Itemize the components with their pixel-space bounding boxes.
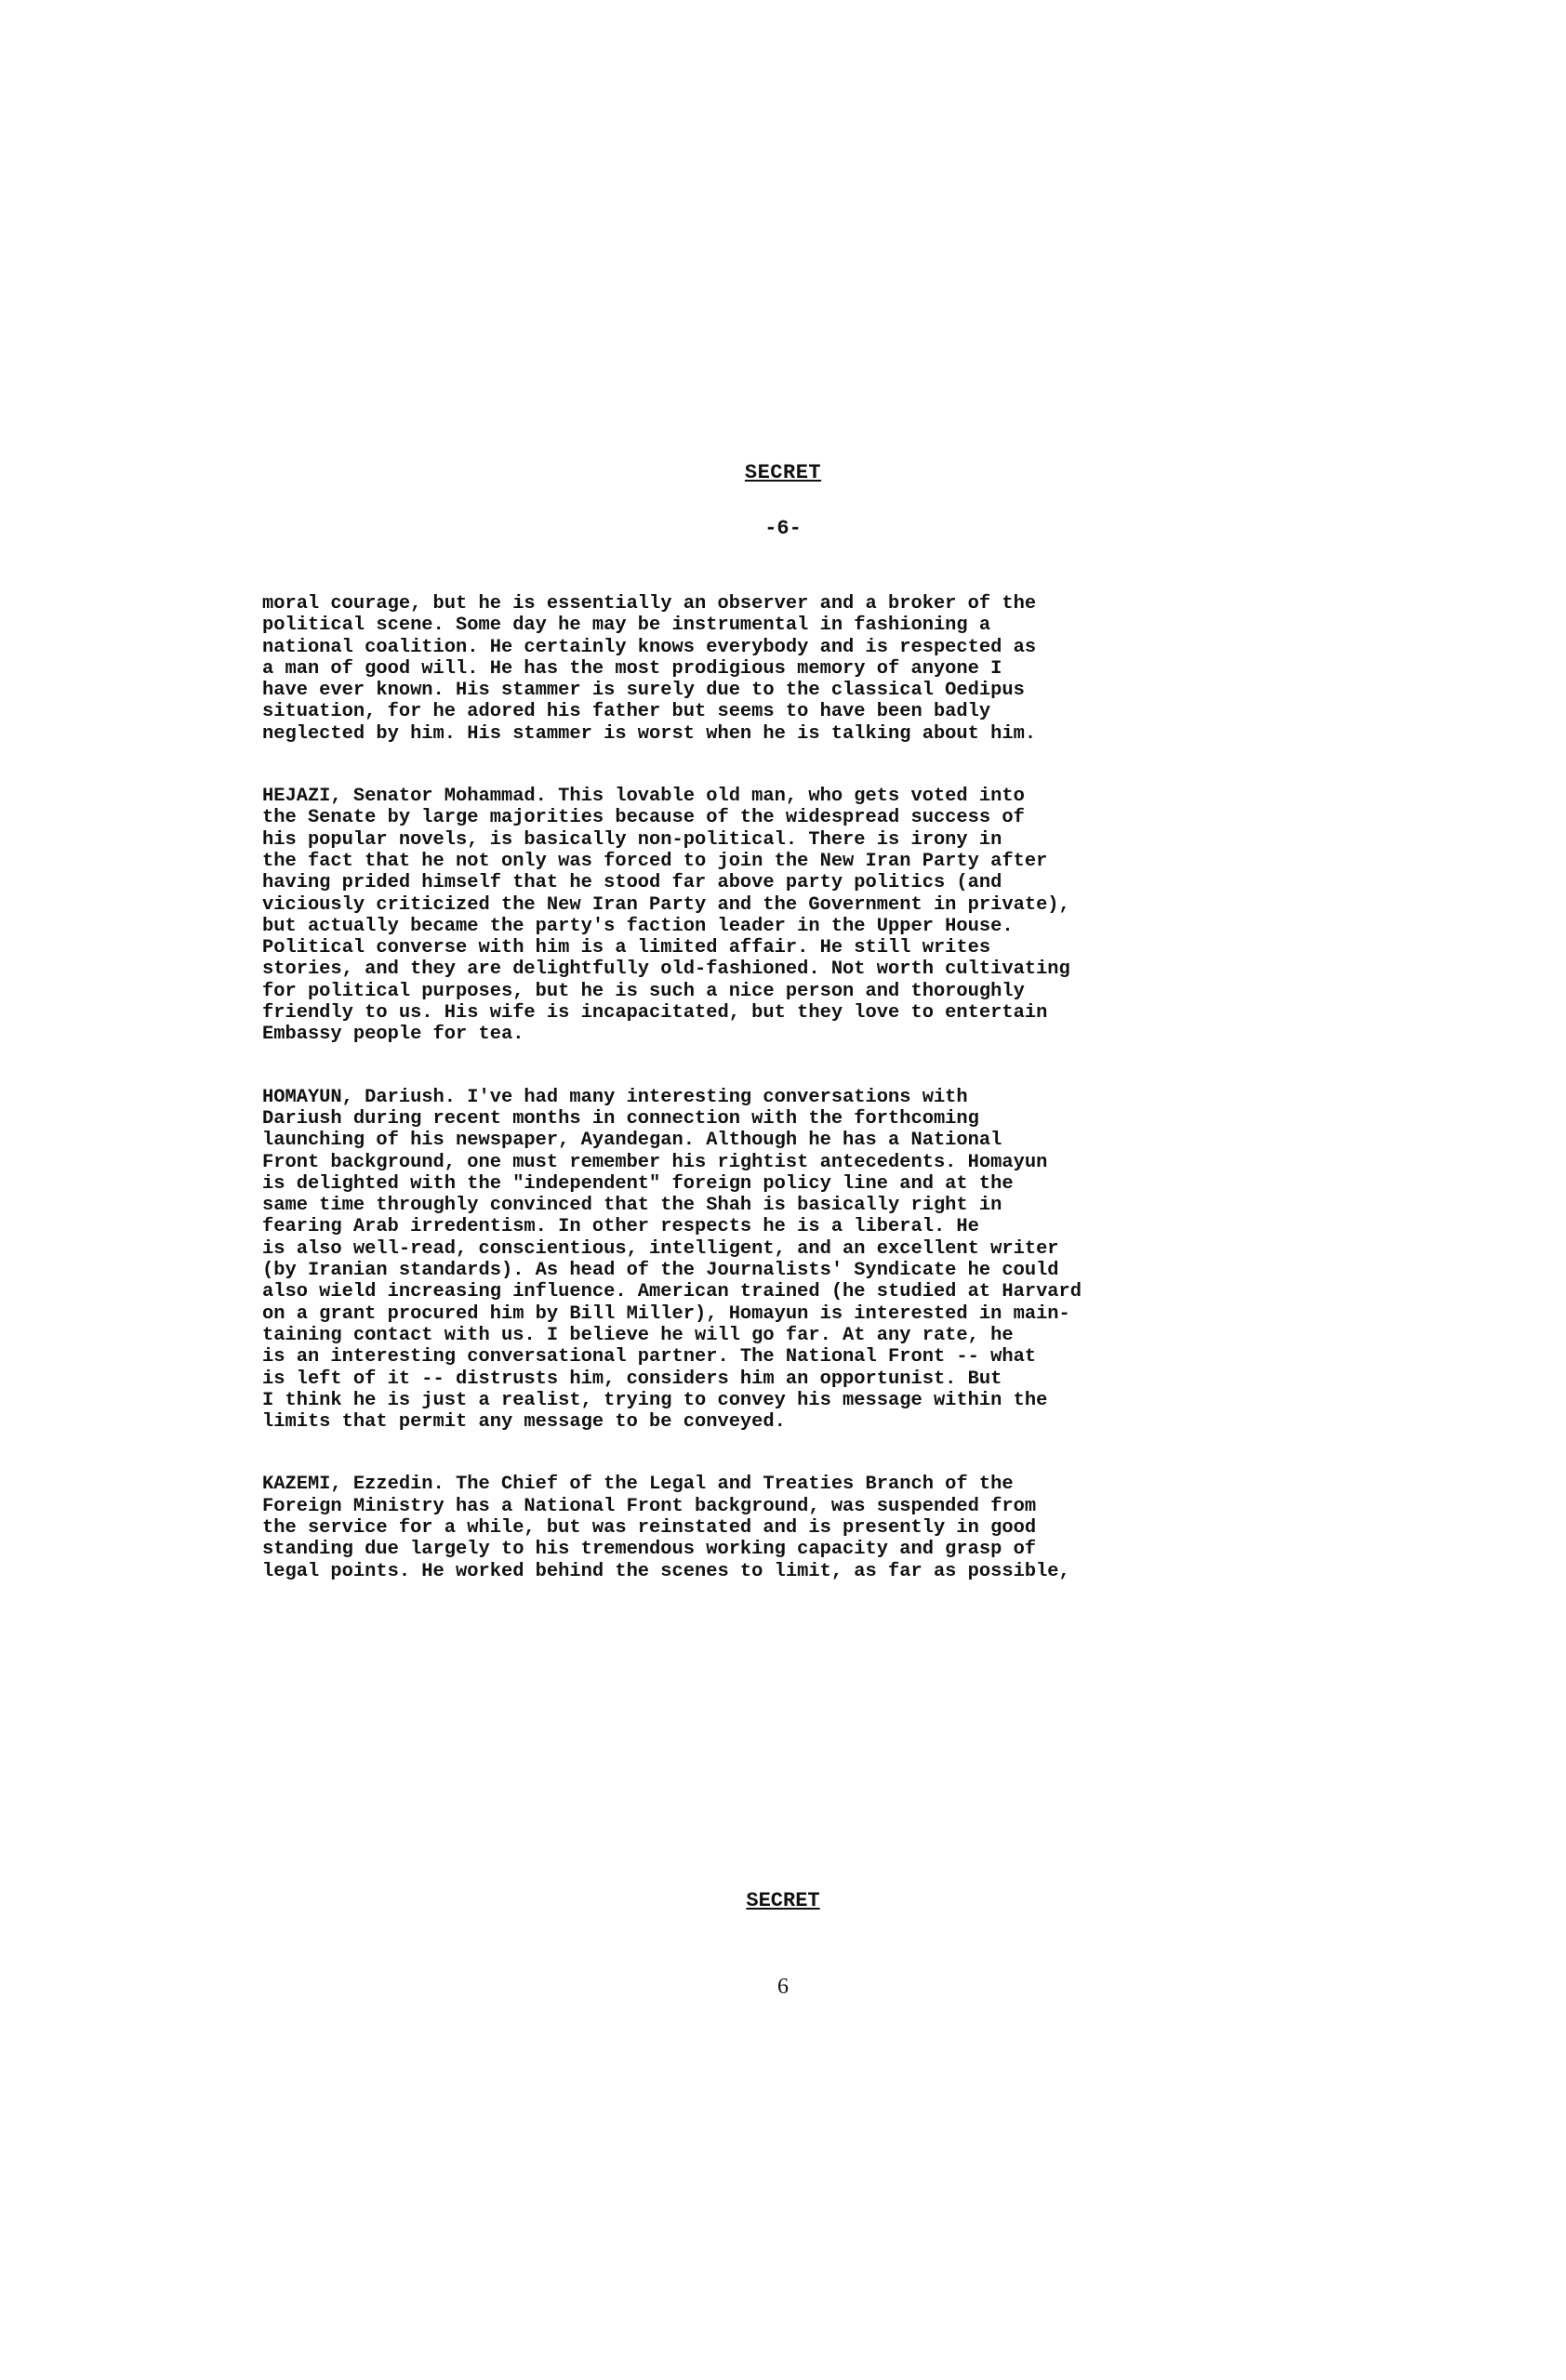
paragraph-continuation xyxy=(262,593,1294,745)
header-classification-marking: SECRET xyxy=(744,461,822,484)
paragraph-kazemi xyxy=(262,1474,1294,1581)
text-line: same time throughly convinced that the Shah is basically right in xyxy=(262,1195,1002,1217)
text-line: taining contact with us. I believe he will go far. At any rate, he xyxy=(262,1324,1014,1346)
text-line: launching of his newspaper, Ayandegan. Although he has a National xyxy=(262,1130,1002,1152)
text-line: fearing Arab irredentism. In other respects he is a liberal. He xyxy=(262,1216,979,1238)
text-line: for political purposes, but he is such a nice person and thoroughly xyxy=(262,980,1025,1002)
text-line: the fact that he not only was forced to join the New Iran Party after xyxy=(262,850,1048,872)
footer-classification-marking: SECRET xyxy=(746,1889,820,1912)
paragraph-homayun xyxy=(262,1087,1294,1434)
text-line: legal points. He worked behind the scenes to limit, as far as possible, xyxy=(262,1560,1070,1582)
text-line: HOMAYUN, Dariush. I've had many interesting conversations with xyxy=(262,1086,968,1108)
text-line: moral courage, but he is essentially an observer and a broker of the xyxy=(262,593,1037,615)
text-line: on a grant procured him by Bill Miller), Homayun is interested in main- xyxy=(262,1302,1070,1325)
paragraph-hejazi xyxy=(262,786,1294,1046)
text-line: having prided himself that he stood far above party politics (and xyxy=(262,872,1002,894)
text-line: KAZEMI, Ezzedin. The Chief of the Legal and Treaties Branch of the xyxy=(262,1474,1014,1496)
text-line: situation, for he adored his father but seems to have been badly xyxy=(262,701,991,723)
text-line: is an interesting conversational partner. The National Front -- what xyxy=(262,1346,1037,1368)
text-line: is left of it -- distrusts him, considers him an opportunist. But xyxy=(262,1368,1002,1390)
text-line: a man of good will. He has the most prodigious memory of anyone I xyxy=(262,657,1002,680)
document-body xyxy=(262,593,1294,1623)
text-line: stories, and they are delightfully old-fashioned. Not worth cultivating xyxy=(262,959,1070,981)
footer-page-number: 6 xyxy=(777,1975,789,1999)
text-line: Front background, one must remember his rightist antecedents. Homayun xyxy=(262,1151,1048,1173)
text-line: friendly to us. His wife is incapacitated, but they love to entertain xyxy=(262,1002,1048,1025)
text-line: viciously criticized the New Iran Party and the Government in private), xyxy=(262,893,1070,916)
text-line: the service for a while, but was reinstated and is presently in good xyxy=(262,1516,1037,1539)
text-line: (by Iranian standards). As head of the Journalists' Syndicate he could xyxy=(262,1260,1059,1282)
text-line: HEJAZI, Senator Mohammad. This lovable old man, who gets voted into xyxy=(262,786,1025,808)
text-line: standing due largely to his tremendous working capacity and grasp of xyxy=(262,1539,1037,1561)
text-line: Embassy people for tea. xyxy=(262,1024,524,1046)
text-line: I think he is just a realist, trying to convey his message within the xyxy=(262,1389,1048,1411)
text-line: Foreign Ministry has a National Front background, was suspended from xyxy=(262,1495,1037,1517)
page-marker: -6- xyxy=(764,517,802,540)
text-line: Dariush during recent months in connection with the forthcoming xyxy=(262,1107,979,1130)
text-line: is delighted with the "independent" foreign policy line and at the xyxy=(262,1172,1014,1195)
text-line: but actually became the party's faction leader in the Upper House. xyxy=(262,915,1014,937)
text-line: have ever known. His stammer is surely due to the classical Oedipus xyxy=(262,680,1025,702)
text-line: his popular novels, is basically non-political. There is irony in xyxy=(262,828,1002,851)
text-line: the Senate by large majorities because of the widespread success of xyxy=(262,807,1025,829)
text-line: also wield increasing influence. American trained (he studied at Harvard xyxy=(262,1281,1082,1303)
text-line: neglected by him. His stammer is worst when he is talking about him. xyxy=(262,722,1037,745)
text-line: is also well-read, conscientious, intelligent, and an excellent writer xyxy=(262,1237,1059,1260)
text-line: national coalition. He certainly knows everybody and is respected as xyxy=(262,636,1037,658)
text-line: Political converse with him is a limited affair. He still writes xyxy=(262,937,991,959)
text-line: limits that permit any message to be conveyed. xyxy=(262,1411,786,1434)
text-line: political scene. Some day he may be instrumental in fashioning a xyxy=(262,615,991,637)
